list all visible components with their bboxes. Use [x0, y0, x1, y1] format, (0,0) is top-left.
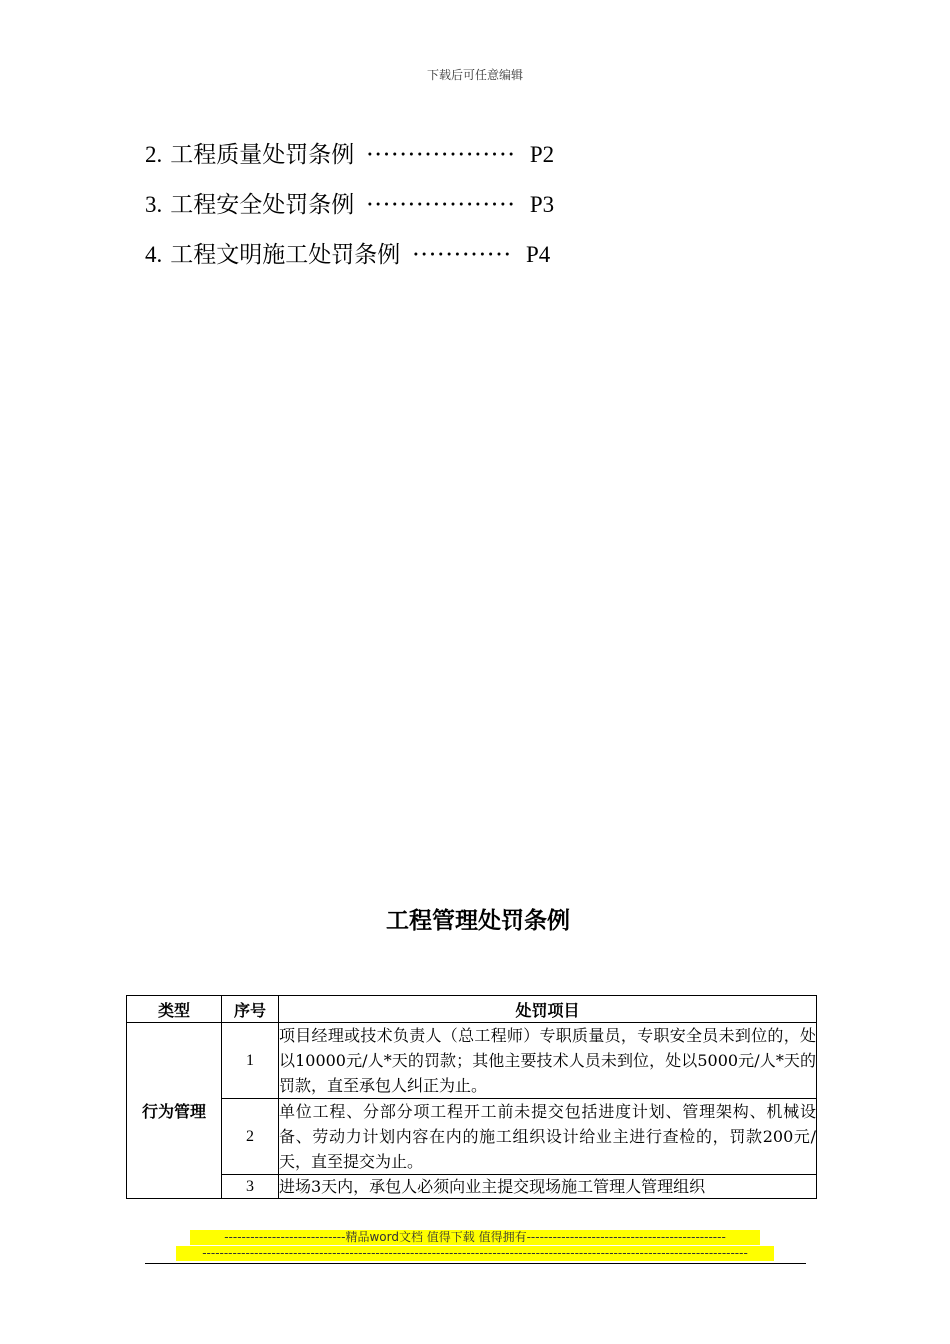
- seq-cell: 3: [222, 1175, 279, 1199]
- toc-leader-dots: ············: [412, 242, 512, 268]
- header-type: 类型: [127, 996, 222, 1023]
- document-title: 工程管理处罚条例: [386, 908, 570, 934]
- footer-banner: ----------------------------精品word文档 值得下载 值得拥有----------------------------------------------: [190, 1230, 760, 1245]
- toc-title: 工程安全处罚条例: [170, 192, 355, 218]
- table-header-row: [127, 996, 817, 1023]
- toc-number: 4.: [145, 242, 163, 267]
- toc-item: [145, 180, 605, 230]
- toc-page: P3: [529, 192, 555, 217]
- content-cell: 进场3天内，承包人必须向业主提交现场施工管理人管理组织: [279, 1175, 817, 1199]
- toc-page: P2: [529, 142, 555, 167]
- content-cell: 单位工程、分部分项工程开工前未提交包括进度计划、管理架构、机械设备、劳动力计划内容在内的施工组织设计给业主进行查检的，罚款200元/天，直至提交为止。: [279, 1099, 817, 1175]
- content-cell: 项目经理或技术负责人（总工程师）专职质量员，专职安全员未到位的，处以10000元/人*天的罚款；其他主要技术人员未到位，处以5000元/人*天的罚款，直至承包人纠正为止。: [279, 1023, 817, 1099]
- footer-rule: [145, 1263, 806, 1264]
- header-seq: 序号: [222, 996, 279, 1023]
- table-row: [127, 1099, 817, 1175]
- footer-dashes: ------------------------------------------------------------------------------------------------------------------------------: [176, 1246, 774, 1261]
- toc-page: P4: [525, 242, 551, 267]
- seq-cell: 2: [222, 1099, 279, 1175]
- header-item: 处罚项目: [279, 996, 817, 1023]
- toc-item: [145, 230, 605, 280]
- seq-cell: 1: [222, 1023, 279, 1099]
- toc-number: 3.: [145, 192, 163, 217]
- toc-title: 工程质量处罚条例: [170, 142, 355, 168]
- table-row: [127, 1023, 817, 1099]
- toc-item: [145, 130, 605, 180]
- table-row: [127, 1175, 817, 1199]
- toc-leader-dots: ··················: [366, 192, 516, 218]
- toc-number: 2.: [145, 142, 163, 167]
- header-note: 下载后可任意编辑: [426, 68, 523, 82]
- toc-leader-dots: ··················: [366, 142, 516, 168]
- toc-title: 工程文明施工处罚条例: [170, 242, 401, 268]
- category-cell: 行为管理: [127, 1023, 222, 1199]
- penalty-table: [126, 995, 817, 1199]
- table-of-contents: [145, 130, 605, 280]
